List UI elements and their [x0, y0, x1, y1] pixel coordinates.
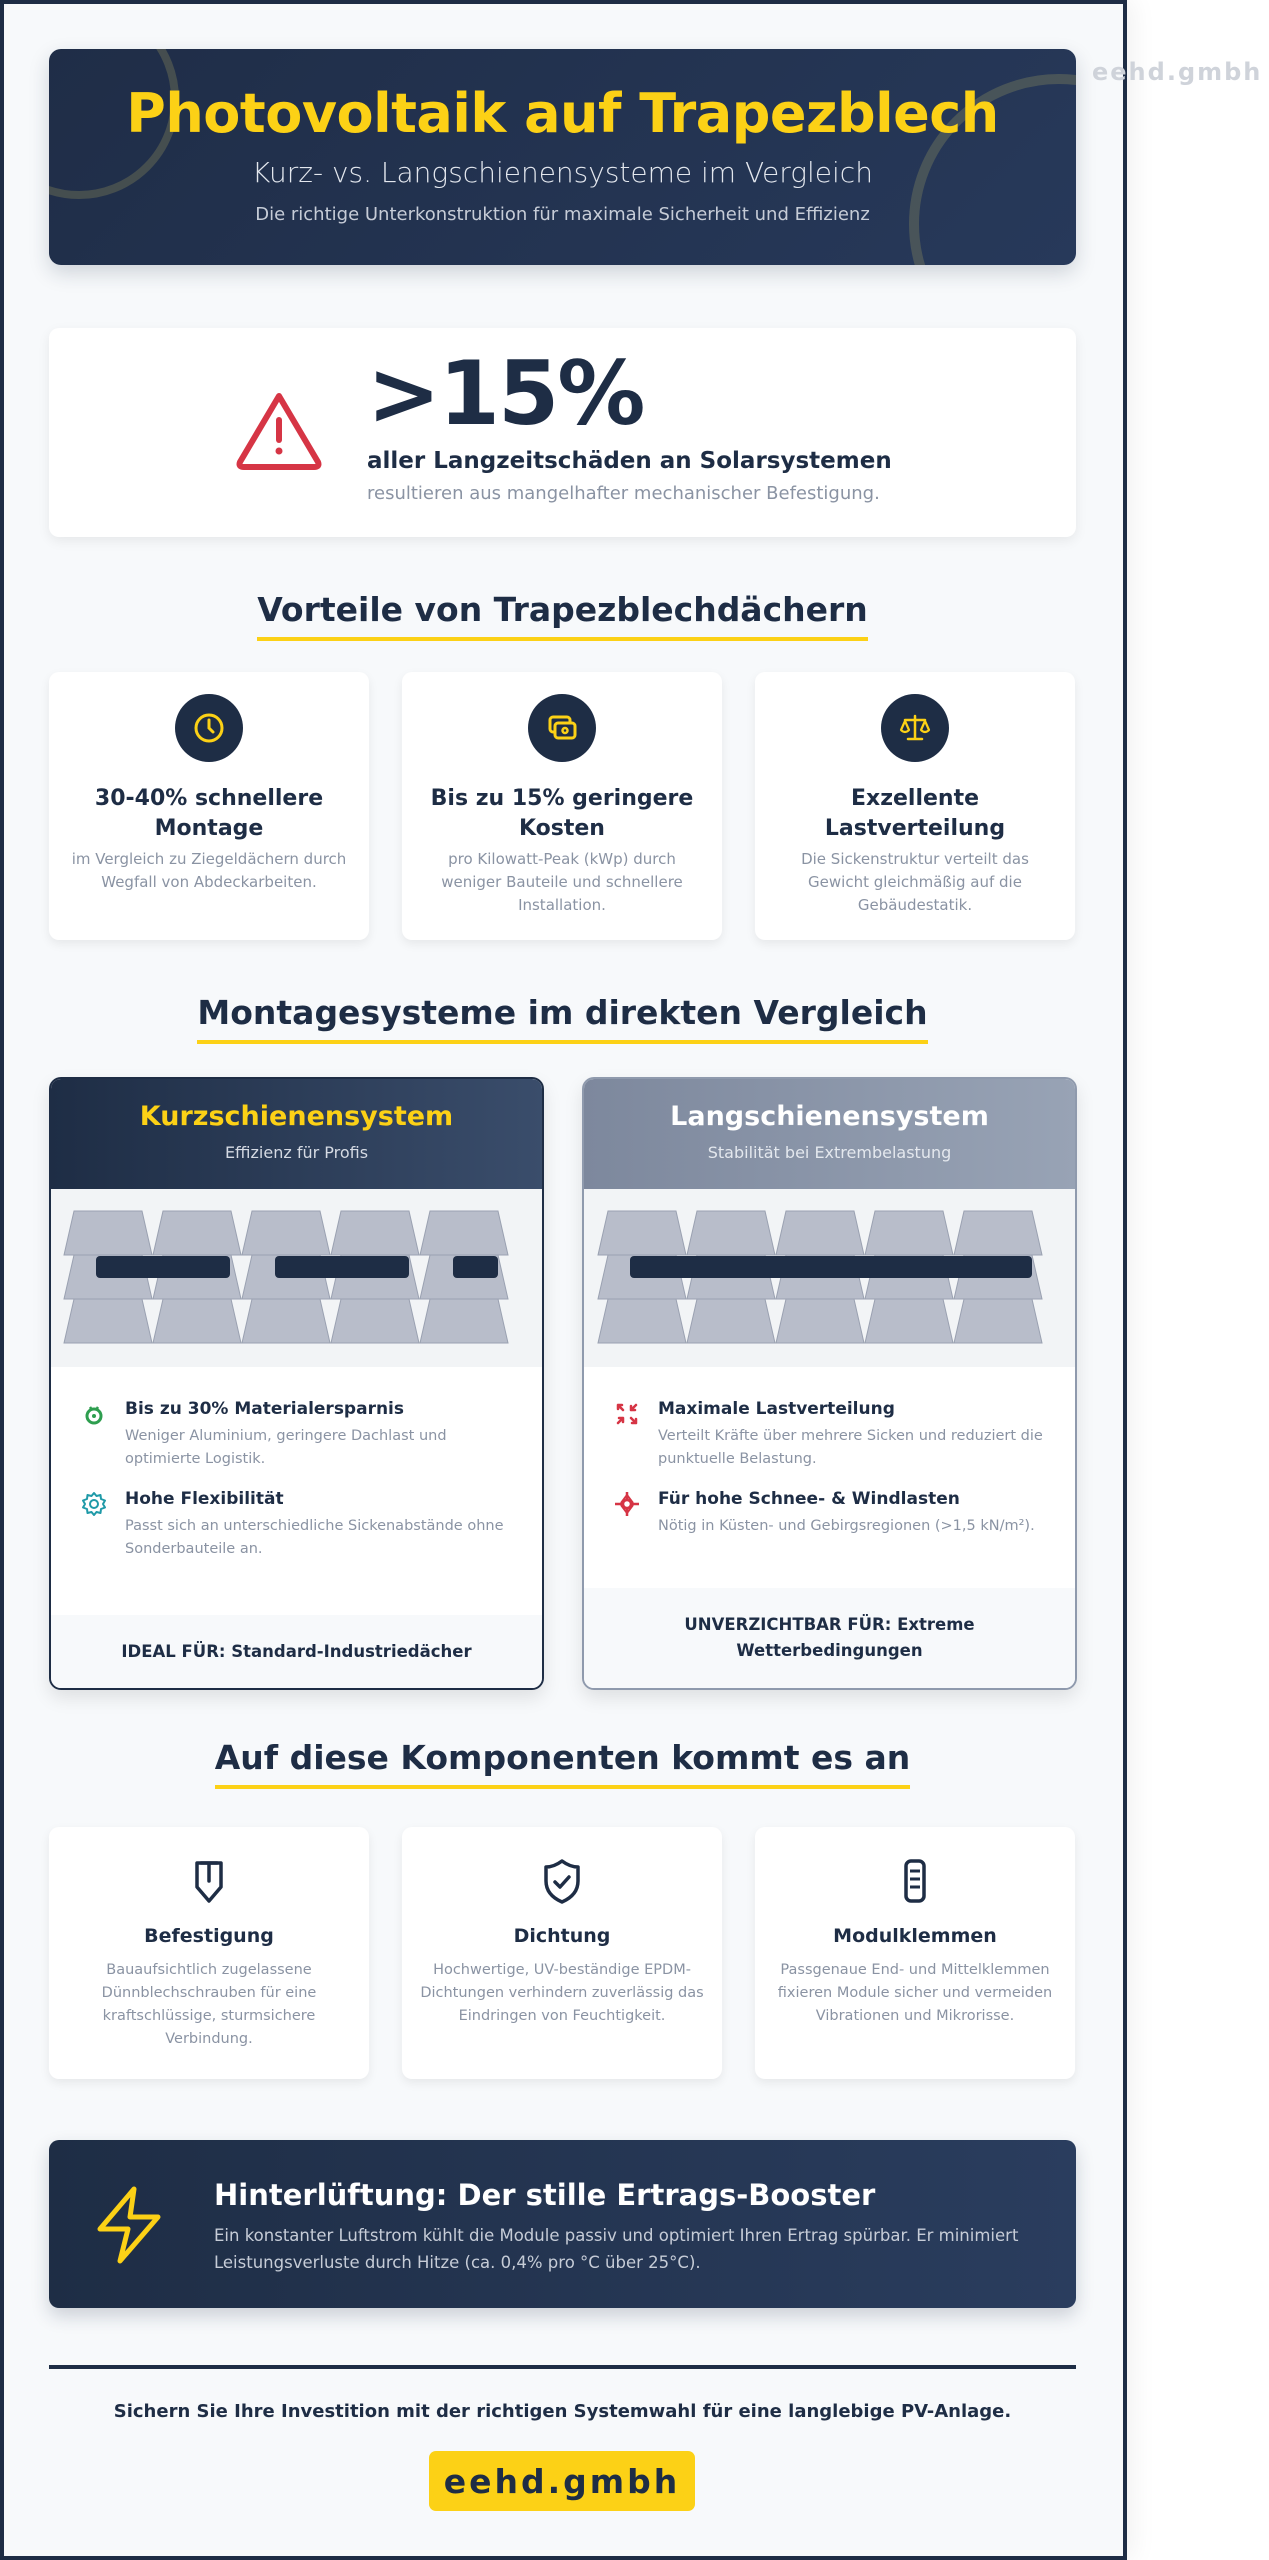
component-text: Bauaufsichtlich zugelassene Dünnblechschrauben für eine kraftschlüssige, sturmsichere Verbindung.: [101, 1962, 317, 2047]
leaf-icon: [81, 1401, 107, 1427]
feature-item: [584, 1399, 1075, 1479]
stat-value: >15%: [367, 342, 644, 445]
advantage-title: 30-40% schnellere Montage: [94, 786, 324, 841]
advantage-text: pro Kilowatt-Peak (kWp) durch weniger Bauteile und schnellere Installation.: [441, 850, 683, 914]
feature-item: [51, 1489, 542, 1569]
component-title: Befestigung: [144, 1925, 274, 1947]
footer-text: Sichern Sie Ihre Investition mit der richtigen Systemwahl für eine langlebige PV-Anlage.: [113, 2401, 1012, 2422]
scale-icon: [881, 694, 949, 762]
advantage-card: [402, 672, 722, 940]
advantage-text: Die Sickenstruktur verteilt das Gewicht gleichmäßig auf die Gebäudestatik.: [801, 850, 1029, 914]
gear-icon: [81, 1491, 107, 1517]
component-title: Dichtung: [513, 1925, 611, 1947]
money-icon: [528, 694, 596, 762]
long-rail-illustration: [584, 1189, 1075, 1367]
stat-detail: resultieren aus mangelhafter mechanischer Befestigung.: [367, 483, 880, 504]
feature-title: Bis zu 30% Materialersparnis: [125, 1399, 405, 1419]
feature-text: Nötig in Küsten- und Gebirgsregionen (>1,5 kN/m²).: [658, 1518, 1035, 1534]
component-title: Modulklemmen: [833, 1925, 997, 1947]
clamp-icon: [895, 1857, 935, 1905]
short-rail-title: Kurzschienensystem: [139, 1101, 454, 1132]
feature-text: Passt sich an unterschiedliche Sickenabstände ohne Sonderbauteile an.: [125, 1518, 504, 1557]
advantage-title: Exzellente Lastverteilung: [824, 786, 1006, 841]
feature-title: Für hohe Schnee- & Windlasten: [658, 1489, 960, 1509]
shield-check-icon: [542, 1857, 582, 1905]
section-title-comparison: Montagesysteme im direkten Vergleich: [49, 993, 1076, 1044]
stat-card: [49, 328, 1076, 537]
page-subtitle: Kurz- vs. Langschienensysteme im Vergleich: [252, 156, 873, 189]
section-title-advantages: Vorteile von Trapezblechdächern: [49, 590, 1076, 641]
feature-text: Verteilt Kräfte über mehrere Sicken und reduziert die punktuelle Belastung.: [658, 1428, 1043, 1467]
long-rail-card: [582, 1077, 1077, 1690]
screw-icon: [189, 1857, 229, 1905]
component-card: [755, 1827, 1075, 2079]
hero-banner: [49, 49, 1076, 265]
advantage-title: Bis zu 15% geringere Kosten: [430, 786, 694, 841]
lightning-icon: [94, 2185, 164, 2265]
advantage-card: [49, 672, 369, 940]
short-rail-card: [49, 1077, 544, 1690]
long-rail-recommendation: UNVERZICHTBAR FÜR: Extreme Wetterbedingungen: [584, 1588, 1075, 1688]
ventilation-banner: [49, 2140, 1076, 2308]
ventilation-title: Hinterlüftung: Der stille Ertrags-Booster: [214, 2178, 876, 2212]
ventilation-text: Ein konstanter Luftstrom kühlt die Module passiv und optimiert Ihren Ertrag spürbar. Er minimiert Leistungsverluste durch Hitze (ca. 0,4% pro °C über 25°C).: [214, 2226, 1019, 2272]
feature-item: [51, 1399, 542, 1479]
long-rail-tagline: Stabilität bei Extrembelastung: [707, 1143, 952, 1162]
short-rail-recommendation: IDEAL FÜR: Standard-Industriedächer: [51, 1615, 542, 1688]
section-title-components: Auf diese Komponenten kommt es an: [49, 1738, 1076, 1789]
short-rail-tagline: Effizienz für Profis: [224, 1143, 369, 1162]
advantage-card: [755, 672, 1075, 940]
footer-divider: [49, 2365, 1076, 2369]
short-rail-header: [51, 1079, 542, 1189]
wind-snow-icon: [614, 1491, 640, 1517]
component-text: Passgenaue End- und Mittelklemmen fixieren Module sicher und vermeiden Vibrationen und Mikrorisse.: [777, 1962, 1053, 2024]
feature-text: Weniger Aluminium, geringere Dachlast und optimierte Logistik.: [125, 1428, 447, 1467]
advantage-text: im Vergleich zu Ziegeldächern durch Wegfall von Abdeckarbeiten.: [71, 850, 347, 891]
long-rail-title: Langschienensystem: [670, 1101, 989, 1132]
long-rail-segment: [630, 1256, 1032, 1278]
watermark: eehd.gmbh: [1092, 58, 1263, 86]
feature-title: Maximale Lastverteilung: [658, 1399, 895, 1419]
component-text: Hochwertige, UV-beständige EPDM-Dichtungen verhindern zuverlässig das Eindringen von Feuchtigkeit.: [420, 1962, 704, 2024]
page-tagline: Die richtige Unterkonstruktion für maximale Sicherheit und Effizienz: [255, 204, 870, 225]
component-card: [49, 1827, 369, 2079]
feature-title: Hohe Flexibilität: [125, 1489, 284, 1509]
short-rail-illustration: [51, 1189, 542, 1367]
warning-triangle-icon: [234, 390, 324, 472]
brand-badge: eehd.gmbh: [429, 2451, 695, 2511]
arrows-collapse-icon: [614, 1401, 640, 1427]
long-rail-header: [584, 1079, 1075, 1189]
clock-icon: [175, 694, 243, 762]
page-title: Photovoltaik auf Trapezblech: [126, 82, 999, 145]
stat-headline: aller Langzeitschäden an Solarsystemen: [367, 448, 892, 474]
component-card: [402, 1827, 722, 2079]
feature-item: [584, 1489, 1075, 1569]
